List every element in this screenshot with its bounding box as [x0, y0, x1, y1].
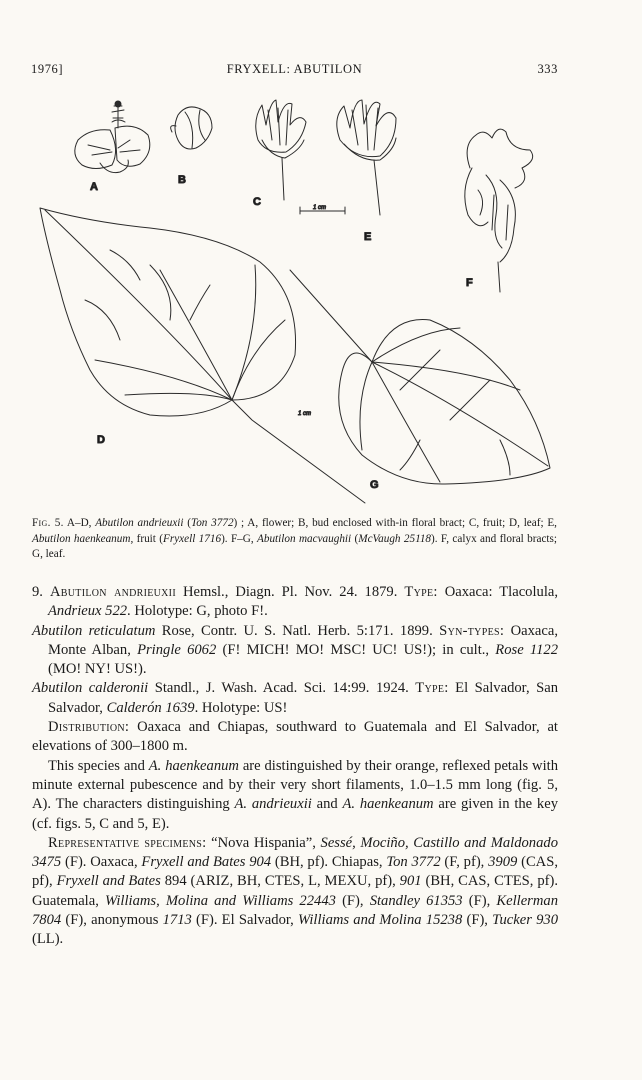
collection-ref: Fryxell and Bates [56, 873, 161, 890]
figure-label-g: G [370, 479, 379, 491]
header-volume-year: 1976] [31, 62, 64, 76]
collection-ref: Standley 61353 [369, 892, 463, 909]
fruit-drawing-c [256, 100, 306, 200]
entry-text: (F). El Salvador, [191, 912, 299, 929]
entry-text: (F), [462, 912, 493, 929]
synonym-name: Abutilon reticulatum [32, 622, 156, 639]
scale-bar-label: 1 cm [313, 205, 327, 211]
specimens-label: Representative specimens: [48, 834, 207, 851]
figure-caption [32, 516, 557, 563]
caption-text: A–D, [63, 517, 96, 529]
caption-text: ( [351, 532, 359, 545]
caption-text: ). F, calyx and floral bracts; G, leaf. [32, 532, 557, 560]
leaf-drawing-g [290, 270, 550, 484]
collection-ref: Williams, Molina and Williams 22443 [105, 892, 336, 909]
figure-label-b: B [178, 174, 186, 186]
caption-species: Abutilon haenkeanum, [32, 532, 134, 545]
entry-text: This species and [48, 757, 149, 774]
caption-text: fruit ( [133, 532, 163, 545]
entry-text: are given in the key (cf. figs. 5, C and 5, E). [32, 796, 559, 832]
collection-ref: Andrieux 522 [48, 603, 128, 620]
collection-ref: Williams and Molina 15238 [298, 912, 463, 929]
species-ref: A. andrieuxii [234, 796, 312, 813]
entry-text: (BH, CAS, CTES, pf). Guatemala, [32, 873, 558, 909]
distribution-label: Distribution: [48, 719, 130, 736]
flower-drawing-a [75, 101, 150, 173]
distribution-text: Oaxaca and Chiapas, southward to Guatemala and El Salvador, at elevations of 300–1800 m. [32, 719, 558, 755]
botanical-illustration [0, 85, 642, 505]
fruit-drawing-e [337, 100, 396, 215]
page-number: 333 [537, 62, 558, 76]
entry-text: Standl., J. Wash. Acad. Sci. 14:99. 1924. [148, 680, 416, 697]
collection-ref: Rose 1122 [495, 641, 558, 658]
collection-ref: 1713 [162, 912, 192, 929]
caption-collection: McVaugh 25118 [358, 532, 432, 545]
entry-number: 9. [32, 584, 50, 600]
collection-ref: Fryxell and Bates 904 [141, 854, 272, 871]
entry-text: (F), anonymous [61, 912, 163, 929]
caption-collection: Fryxell 1716 [163, 532, 222, 545]
header-title: FRYXELL: ABUTILON [226, 62, 363, 76]
caption-species: Abutilon andrieuxii [95, 517, 184, 529]
caption-collection: Ton 3772 [191, 517, 234, 529]
collection-ref: 901 [399, 873, 422, 890]
syntypes-label: Syn-types: [439, 622, 505, 639]
figure-label-e: E [364, 231, 372, 243]
entry-text: (F, pf), [440, 854, 489, 871]
caption-text: ). F–G, [221, 532, 258, 545]
entry-text: . Holotype: US! [194, 699, 288, 716]
figure-label-f: F [466, 277, 473, 289]
entry-text: (MO! NY! US!). [48, 661, 147, 678]
synonym-calderonii [32, 679, 558, 718]
caption-species: Abutilon macvaughii [257, 532, 352, 545]
entry-text: Hemsl., Diagn. Pl. Nov. 24. 1879. [175, 584, 405, 600]
entry-text: (CAS, pf), [32, 854, 558, 890]
discussion-paragraph [32, 757, 558, 834]
caption-text: ) ; A, flower; B, bud enclosed with-in floral bract; C, fruit; D, leaf; E, [233, 517, 557, 529]
entry-text: . Holotype: G, photo F!. [127, 603, 268, 620]
species-heading [32, 583, 558, 622]
entry-text: El Salvador, San Salvador, [48, 680, 558, 716]
collection-ref: Kellerman 7804 [32, 892, 558, 929]
figure-label-c: C [253, 196, 261, 208]
entry-text: and [311, 796, 343, 813]
collection-ref: Sessé, Mociño, Castillo and Maldonado 3475 [32, 834, 558, 871]
synonym-reticulatum [32, 622, 558, 680]
leaf-drawing-d [40, 208, 365, 503]
collection-ref: Tucker 930 [492, 912, 558, 929]
figure-label-a: A [90, 181, 98, 193]
entry-text: (F), [335, 892, 370, 909]
species-name: Abutilon andrieuxii [49, 584, 176, 600]
entry-text: Rose, Contr. U. S. Natl. Herb. 5:171. 1899. [155, 622, 440, 639]
entry-text: (F), [462, 892, 497, 909]
entry-text: (BH, pf). Chiapas, [271, 854, 387, 871]
species-entry [32, 583, 558, 950]
leaf-scale-label: 1 cm [298, 411, 312, 417]
entry-text: (LL). [32, 931, 64, 948]
entry-text: 894 (ARIZ, BH, CTES, L, MEXU, pf), [160, 873, 400, 890]
collection-ref: 3909 [488, 854, 518, 871]
species-ref: A. haenkeanum [342, 796, 434, 813]
entry-text: Oaxaca, Monte Alban, [48, 622, 558, 658]
caption-figure-number: Fig. 5. [32, 517, 64, 529]
species-ref: A. haenkeanum [148, 757, 239, 774]
entry-text: “Nova Hispania”, [206, 834, 321, 851]
distribution-paragraph [32, 718, 558, 757]
type-label: Type: [404, 584, 438, 600]
entry-text: (F). Oaxaca, [61, 854, 142, 871]
calyx-drawing-f [465, 129, 533, 292]
collection-ref: Calderón 1639 [106, 699, 195, 716]
type-label: Type: [415, 680, 449, 697]
entry-text: are distinguished by their orange, reflexed petals with minute external pubescence and by their very short filaments, 1.0–1.5 mm long (fig. 5, A). The characters distinguishing [32, 757, 558, 813]
figure-label-d: D [97, 434, 105, 446]
specimens-paragraph [32, 834, 558, 950]
collection-ref: Pringle 6062 [137, 641, 217, 658]
entry-text: (F! MICH! MO! MSC! UC! US!); in cult., [216, 641, 496, 658]
entry-text: Oaxaca: Tlacolula, [437, 584, 559, 600]
caption-text: ( [183, 517, 192, 529]
collection-ref: Ton 3772 [386, 854, 441, 871]
synonym-name: Abutilon calderonii [32, 680, 149, 697]
bud-drawing-b [171, 107, 212, 149]
